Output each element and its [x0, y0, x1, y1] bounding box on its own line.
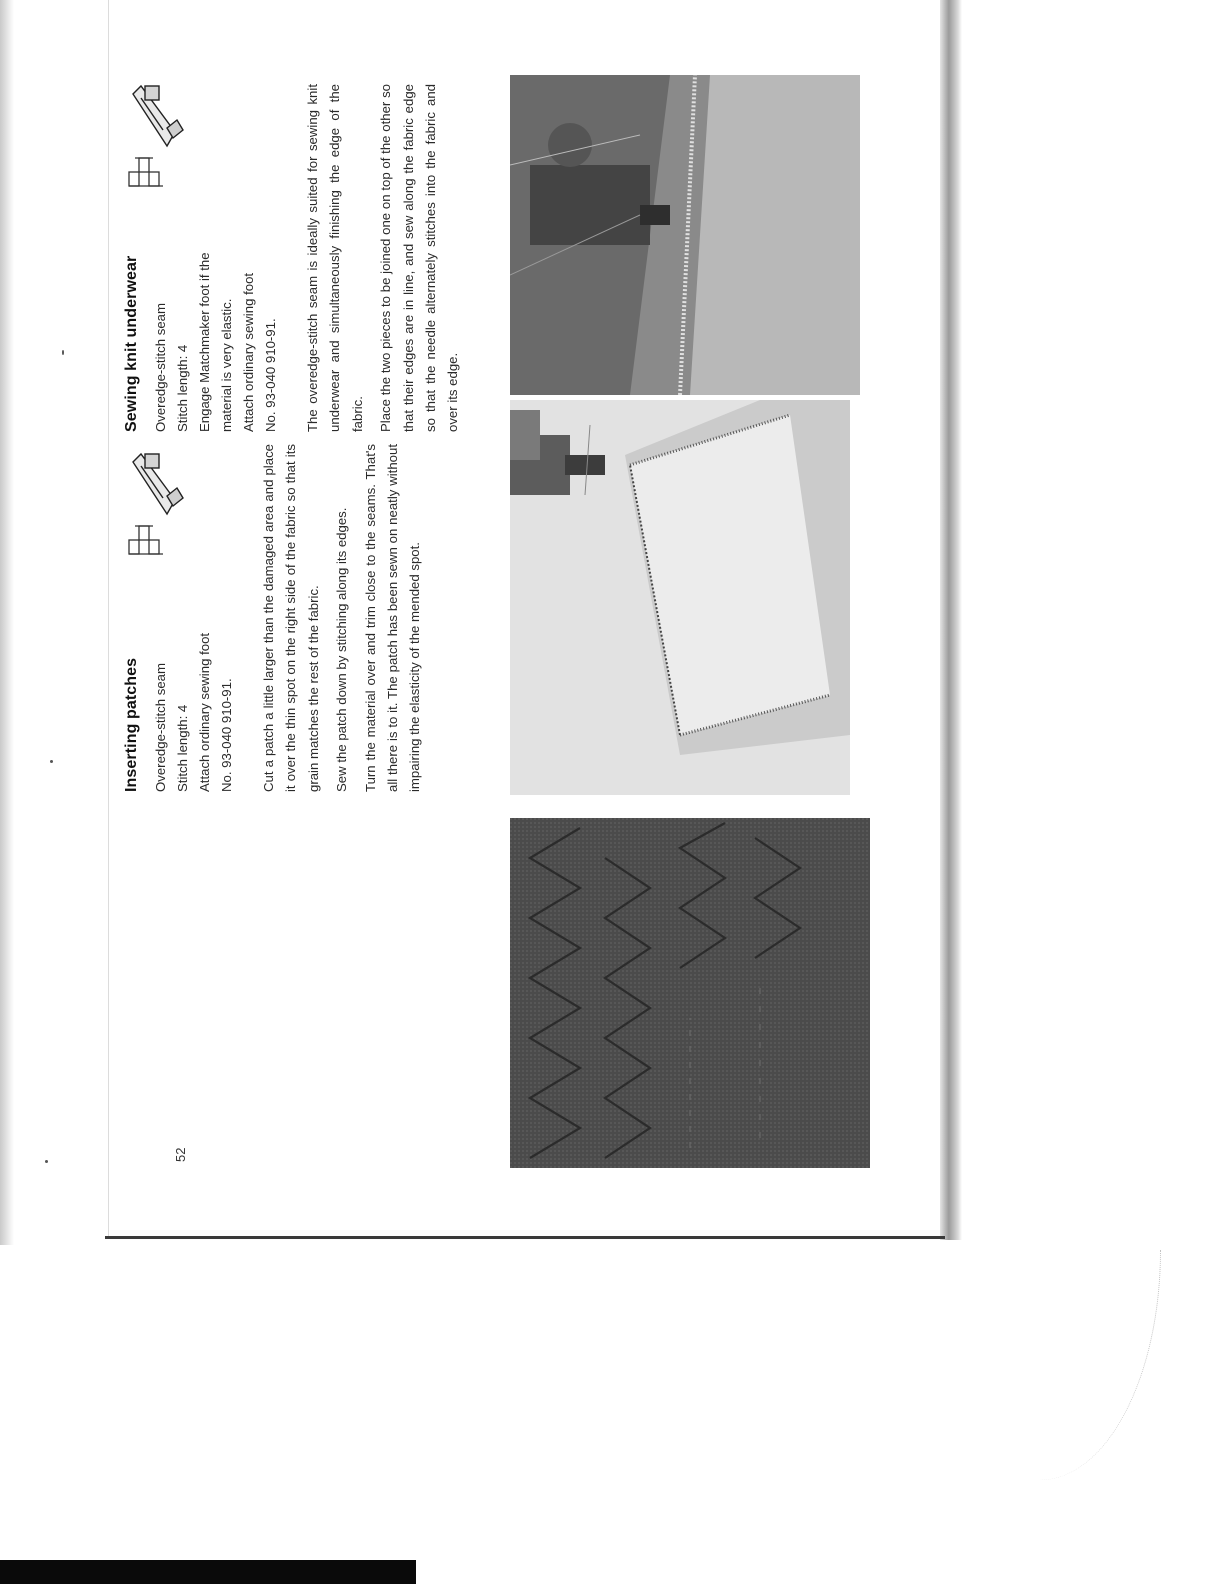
knit-seam-photo: [510, 75, 860, 395]
sewing-knit-icons: [123, 80, 187, 190]
paragraph: Turn the material over and trim close to the seams. That's all there is to it. The patch has been sewn on neatly without impairing the elasticity of the mended spot.: [362, 444, 423, 792]
spec-line: Stitch length: 4: [175, 704, 190, 792]
paragraph: Sew the patch down by stitching along its edges.: [334, 507, 350, 792]
manual-page: [105, 70, 885, 1170]
scan-right-edge: [940, 0, 962, 1240]
patch-sewing-image: [510, 400, 850, 795]
patch-sewing-photo: [510, 400, 850, 795]
paper-curl: [1040, 1250, 1161, 1480]
patch-fabric-image: [510, 818, 870, 1168]
spec-line: Overedge-stitch seam: [153, 303, 168, 432]
sewing-knit-underwear-title: Sewing knit underwear: [123, 255, 140, 432]
paragraph: The overedge-stitch seam is ideally suited for sewing knit underwear and simultaneously finishing the edge of the fabric.: [305, 84, 365, 432]
patch-fabric-photo: [510, 818, 870, 1168]
spec-line: No. 93-040 910-91.: [219, 678, 234, 792]
inserting-patches-icons: [123, 448, 187, 558]
overedge-stitch-pattern-icon: [129, 158, 163, 186]
page-bottom-rule: [105, 1236, 945, 1239]
inserting-patches-title: Inserting patches: [123, 657, 140, 792]
spec-line: Attach ordinary sewing foot: [241, 272, 256, 432]
paragraph: Cut a patch a little larger than the damaged area and place it over the thin spot on the right side of the fabric so that its grain matches the rest of the fabric.: [261, 444, 321, 792]
spec-line: Attach ordinary sewing foot: [197, 632, 212, 792]
scan-speck: [45, 1160, 48, 1163]
spec-line: No. 93-040 910-91.: [263, 318, 278, 432]
scan-black-bar: [0, 1560, 416, 1584]
spec-line: Overedge-stitch seam: [153, 663, 168, 792]
overedge-stitch-pattern-icon: [129, 526, 163, 554]
spec-line: Engage Matchmaker foot if the: [197, 252, 212, 432]
spec-line: Stitch length: 4: [175, 344, 190, 432]
scan-speck: [62, 350, 64, 355]
sewing-foot-icon: [133, 454, 183, 514]
spec-line: material is very elastic.: [219, 298, 234, 432]
knit-seam-image: [510, 75, 860, 395]
scan-speck: [50, 760, 53, 763]
sewing-foot-icon: [133, 86, 183, 146]
paragraph: Place the two pieces to be joined one on top of the other so that their edges are in line, and sew along the fabric edge so that the needle alternately stitches into the fabric and over its edge.: [378, 84, 461, 432]
page-number: 52: [173, 1147, 188, 1162]
scan-left-edge: [0, 0, 14, 1245]
